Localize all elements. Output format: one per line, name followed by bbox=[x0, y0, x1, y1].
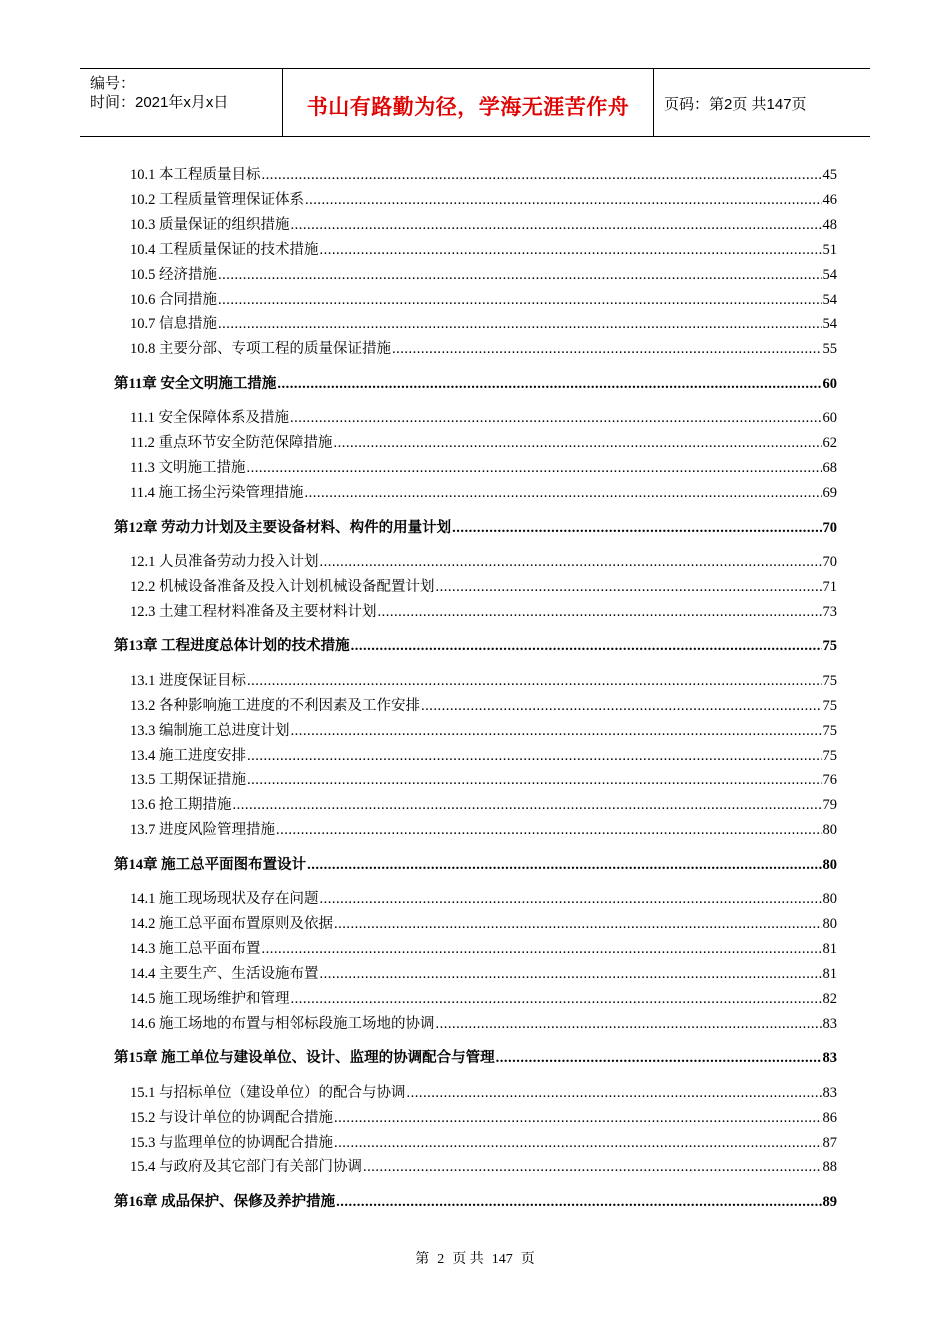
toc-entry-title: 第15章 施工单位与建设单位、设计、监理的协调配合与管理 bbox=[114, 1050, 495, 1067]
toc-entry-page: 51 bbox=[822, 241, 837, 258]
toc-entry-page: 76 bbox=[822, 772, 837, 789]
toc-entry-page: 80 bbox=[822, 891, 837, 908]
toc-dot-leader bbox=[407, 1085, 822, 1102]
toc-entry-page: 83 bbox=[822, 1084, 837, 1101]
toc-entry-title: 10.7 信息措施 bbox=[130, 316, 217, 333]
toc-entry-page: 83 bbox=[822, 1015, 837, 1032]
toc-entry-title: 10.8 主要分部、专项工程的质量保证措施 bbox=[130, 341, 391, 358]
toc-dot-leader bbox=[363, 1159, 822, 1176]
toc-entry-page: 82 bbox=[822, 990, 837, 1007]
page-header bbox=[80, 68, 870, 137]
toc-entry-title: 10.2 工程质量管理保证体系 bbox=[130, 191, 304, 208]
toc-entry-title: 10.4 工程质量保证的技术措施 bbox=[130, 241, 319, 258]
toc-dot-leader bbox=[436, 579, 822, 596]
toc-entry-page: 48 bbox=[822, 216, 837, 233]
toc-section-entry[interactable] bbox=[130, 768, 837, 788]
toc-section-entry[interactable] bbox=[130, 550, 837, 570]
toc-dot-leader bbox=[320, 554, 822, 571]
toc-dot-leader bbox=[334, 916, 822, 933]
toc-entry-title: 11.1 安全保障体系及措施 bbox=[130, 410, 289, 427]
toc-entry-title: 15.2 与设计单位的协调配合措施 bbox=[130, 1109, 333, 1126]
toc-entry-title: 13.3 编制施工总进度计划 bbox=[130, 722, 290, 739]
toc-section-entry[interactable] bbox=[130, 238, 837, 258]
toc-section-entry[interactable] bbox=[130, 337, 837, 357]
toc-entry-page: 83 bbox=[822, 1050, 837, 1067]
toc-entry-page: 68 bbox=[822, 460, 837, 477]
footer-current-page: 2 bbox=[437, 1252, 445, 1267]
toc-chapter-entry[interactable] bbox=[114, 516, 837, 536]
toc-entry-title: 15.1 与招标单位（建设单位）的配合与协调 bbox=[130, 1084, 406, 1101]
toc-dot-leader bbox=[378, 604, 822, 621]
toc-section-entry[interactable] bbox=[130, 1155, 837, 1175]
toc-entry-page: 62 bbox=[822, 435, 837, 452]
toc-chapter-entry[interactable] bbox=[114, 1190, 837, 1210]
toc-dot-leader bbox=[436, 1016, 822, 1033]
toc-dot-leader bbox=[276, 822, 822, 839]
toc-entry-page: 88 bbox=[822, 1159, 837, 1176]
toc-dot-leader bbox=[291, 991, 822, 1008]
toc-entry-page: 75 bbox=[822, 697, 837, 714]
toc-entry-title: 15.3 与监理单位的协调配合措施 bbox=[130, 1134, 333, 1151]
toc-section-entry[interactable] bbox=[130, 912, 837, 932]
toc-dot-leader bbox=[452, 520, 821, 537]
toc-entry-title: 13.1 进度保证目标 bbox=[130, 672, 246, 689]
toc-entry-page: 75 bbox=[822, 672, 837, 689]
toc-dot-leader bbox=[262, 167, 822, 184]
toc-entry-title: 11.4 施工扬尘污染管理措施 bbox=[130, 485, 304, 501]
motto-text: 书山有路勤为径，学海无涯苦作舟 bbox=[306, 95, 630, 119]
toc-entry-title: 14.2 施工总平面布置原则及依据 bbox=[130, 916, 333, 933]
toc-dot-leader bbox=[247, 748, 822, 765]
toc-section-entry[interactable] bbox=[130, 1081, 837, 1101]
toc-dot-leader bbox=[291, 217, 822, 234]
toc-dot-leader bbox=[246, 460, 821, 477]
footer-suffix: 页 bbox=[520, 1252, 535, 1267]
toc-dot-leader bbox=[334, 1135, 822, 1152]
toc-dot-leader bbox=[290, 410, 822, 427]
toc-dot-leader bbox=[334, 1110, 822, 1127]
toc-entry-page: 54 bbox=[822, 266, 837, 283]
toc-section-entry[interactable] bbox=[130, 406, 837, 426]
toc-entry-title: 10.6 合同措施 bbox=[130, 291, 217, 308]
toc-dot-leader bbox=[351, 638, 822, 655]
footer-total-pages: 147 bbox=[491, 1252, 513, 1267]
toc-section-entry[interactable] bbox=[130, 962, 837, 982]
toc-entry-title: 10.1 本工程质量目标 bbox=[130, 167, 261, 183]
toc-entry-page: 81 bbox=[822, 965, 837, 982]
toc-entry-title: 14.4 主要生产、生活设施布置 bbox=[130, 965, 319, 982]
toc-dot-leader bbox=[247, 772, 822, 789]
toc-entry-title: 第16章 成品保护、保修及养护措施 bbox=[114, 1193, 336, 1210]
toc-section-entry[interactable] bbox=[130, 456, 837, 476]
toc-section-entry[interactable] bbox=[130, 288, 837, 308]
toc-entry-title: 12.3 土建工程材料准备及主要材料计划 bbox=[130, 603, 377, 620]
toc-section-entry[interactable] bbox=[130, 1106, 837, 1126]
toc-entry-title: 10.3 质量保证的组织措施 bbox=[130, 216, 290, 233]
toc-dot-leader bbox=[291, 723, 822, 740]
toc-entry-page: 71 bbox=[822, 578, 837, 595]
toc-entry-page: 75 bbox=[822, 638, 837, 655]
toc-chapter-entry[interactable] bbox=[114, 372, 837, 392]
toc-entry-page: 87 bbox=[822, 1134, 837, 1151]
header-motto-cell bbox=[283, 69, 654, 136]
toc-entry-page: 69 bbox=[822, 485, 837, 501]
toc-entry-title: 10.5 经济措施 bbox=[130, 266, 217, 283]
toc-section-entry[interactable] bbox=[130, 188, 837, 208]
toc-entry-page: 54 bbox=[822, 316, 837, 333]
toc-dot-leader bbox=[333, 435, 821, 452]
toc-dot-leader bbox=[218, 292, 822, 309]
toc-entry-title: 14.3 施工总平面布置 bbox=[130, 941, 261, 957]
toc-dot-leader bbox=[320, 891, 822, 908]
toc-entry-title: 13.2 各种影响施工进度的不利因素及工作安排 bbox=[130, 697, 420, 714]
toc-entry-page: 60 bbox=[822, 375, 837, 392]
toc-dot-leader bbox=[320, 242, 822, 259]
toc-entry-page: 70 bbox=[822, 519, 837, 536]
toc-dot-leader bbox=[421, 698, 822, 715]
toc-section-entry[interactable] bbox=[130, 719, 837, 739]
toc-entry-page: 45 bbox=[822, 167, 837, 183]
toc-dot-leader bbox=[392, 341, 822, 358]
toc-dot-leader bbox=[277, 376, 821, 393]
toc-section-entry[interactable] bbox=[130, 575, 837, 595]
toc-entry-title: 13.6 抢工期措施 bbox=[130, 797, 232, 814]
toc-entry-title: 13.4 施工进度安排 bbox=[130, 747, 246, 764]
toc-entry-title: 14.5 施工现场维护和管理 bbox=[130, 990, 290, 1007]
toc-section-entry[interactable] bbox=[130, 1131, 837, 1151]
toc-dot-leader bbox=[496, 1050, 822, 1067]
toc-section-entry[interactable] bbox=[130, 213, 837, 233]
toc-entry-title: 第14章 施工总平面图布置设计 bbox=[114, 856, 307, 873]
toc-entry-page: 79 bbox=[822, 797, 837, 814]
toc-section-entry[interactable] bbox=[130, 793, 837, 813]
toc-section-entry[interactable] bbox=[130, 312, 837, 332]
toc-entry-title: 13.5 工期保证措施 bbox=[130, 772, 246, 789]
toc-entry-page: 75 bbox=[822, 722, 837, 739]
toc-entry-page: 75 bbox=[822, 747, 837, 764]
page-footer bbox=[0, 1248, 950, 1268]
date-label: 时间：2021年x月x日 bbox=[90, 94, 229, 111]
toc-section-entry[interactable] bbox=[130, 937, 837, 957]
toc-entry-page: 80 bbox=[822, 916, 837, 933]
header-meta bbox=[80, 69, 283, 136]
toc-entry-title: 11.3 文明施工措施 bbox=[130, 460, 246, 477]
toc-chapter-entry[interactable] bbox=[114, 634, 837, 654]
footer-mid: 页 共 bbox=[452, 1252, 484, 1267]
toc-entry-title: 第13章 工程进度总体计划的技术措施 bbox=[114, 638, 350, 655]
header-page-info: 页码：第2页 共147页 bbox=[664, 96, 807, 113]
toc-section-entry[interactable] bbox=[130, 263, 837, 283]
toc-chapter-entry[interactable] bbox=[114, 853, 837, 873]
toc-section-entry[interactable] bbox=[130, 744, 837, 764]
toc-section-entry[interactable] bbox=[130, 694, 837, 714]
toc-section-entry[interactable] bbox=[130, 669, 837, 689]
toc-entry-title: 第11章 安全文明施工措施 bbox=[114, 375, 277, 392]
toc-dot-leader bbox=[304, 485, 821, 502]
toc-dot-leader bbox=[307, 857, 821, 874]
toc-entry-page: 73 bbox=[822, 603, 837, 620]
toc-entry-page: 81 bbox=[822, 941, 837, 957]
toc-entry-page: 86 bbox=[822, 1109, 837, 1126]
toc-entry-title: 11.2 重点环节安全防范保障措施 bbox=[130, 435, 333, 452]
toc-section-entry[interactable] bbox=[130, 600, 837, 620]
toc-section-entry[interactable] bbox=[130, 818, 837, 838]
number-label: 编号： bbox=[90, 75, 136, 92]
toc-dot-leader bbox=[262, 941, 822, 958]
toc-section-entry[interactable] bbox=[130, 987, 837, 1007]
toc-entry-page: 70 bbox=[822, 554, 837, 570]
toc-dot-leader bbox=[233, 797, 822, 814]
toc-dot-leader bbox=[218, 267, 822, 284]
toc-entry-title: 14.6 施工场地的布置与相邻标段施工场地的协调 bbox=[130, 1015, 435, 1032]
toc-entry-page: 54 bbox=[822, 291, 837, 308]
footer-prefix: 第 bbox=[415, 1252, 430, 1267]
toc-entry-title: 15.4 与政府及其它部门有关部门协调 bbox=[130, 1159, 362, 1176]
toc-entry-title: 12.1 人员准备劳动力投入计划 bbox=[130, 554, 319, 570]
toc-section-entry[interactable] bbox=[130, 481, 837, 501]
toc-section-entry[interactable] bbox=[130, 431, 837, 451]
toc-section-entry[interactable] bbox=[130, 887, 837, 907]
toc-entry-page: 89 bbox=[822, 1193, 837, 1210]
toc-dot-leader bbox=[336, 1194, 821, 1211]
toc-entry-page: 46 bbox=[822, 191, 837, 208]
toc-entry-title: 第12章 劳动力计划及主要设备材料、构件的用量计划 bbox=[114, 519, 452, 536]
toc-dot-leader bbox=[247, 673, 822, 690]
toc-entry-title: 14.1 施工现场现状及存在问题 bbox=[130, 891, 319, 908]
toc-dot-leader bbox=[218, 316, 822, 333]
toc-entry-page: 60 bbox=[822, 410, 837, 427]
toc-chapter-entry[interactable] bbox=[114, 1046, 837, 1066]
toc-dot-leader bbox=[320, 966, 822, 983]
toc-entry-title: 12.2 机械设备准备及投入计划机械设备配置计划 bbox=[130, 578, 435, 595]
toc-section-entry[interactable] bbox=[130, 1012, 837, 1032]
toc-entry-page: 80 bbox=[822, 856, 837, 873]
toc-dot-leader bbox=[305, 192, 822, 209]
toc-entry-title: 13.7 进度风险管理措施 bbox=[130, 822, 275, 839]
toc-section-entry[interactable] bbox=[130, 163, 837, 183]
toc-entry-page: 80 bbox=[822, 822, 837, 839]
toc-entry-page: 55 bbox=[822, 341, 837, 358]
